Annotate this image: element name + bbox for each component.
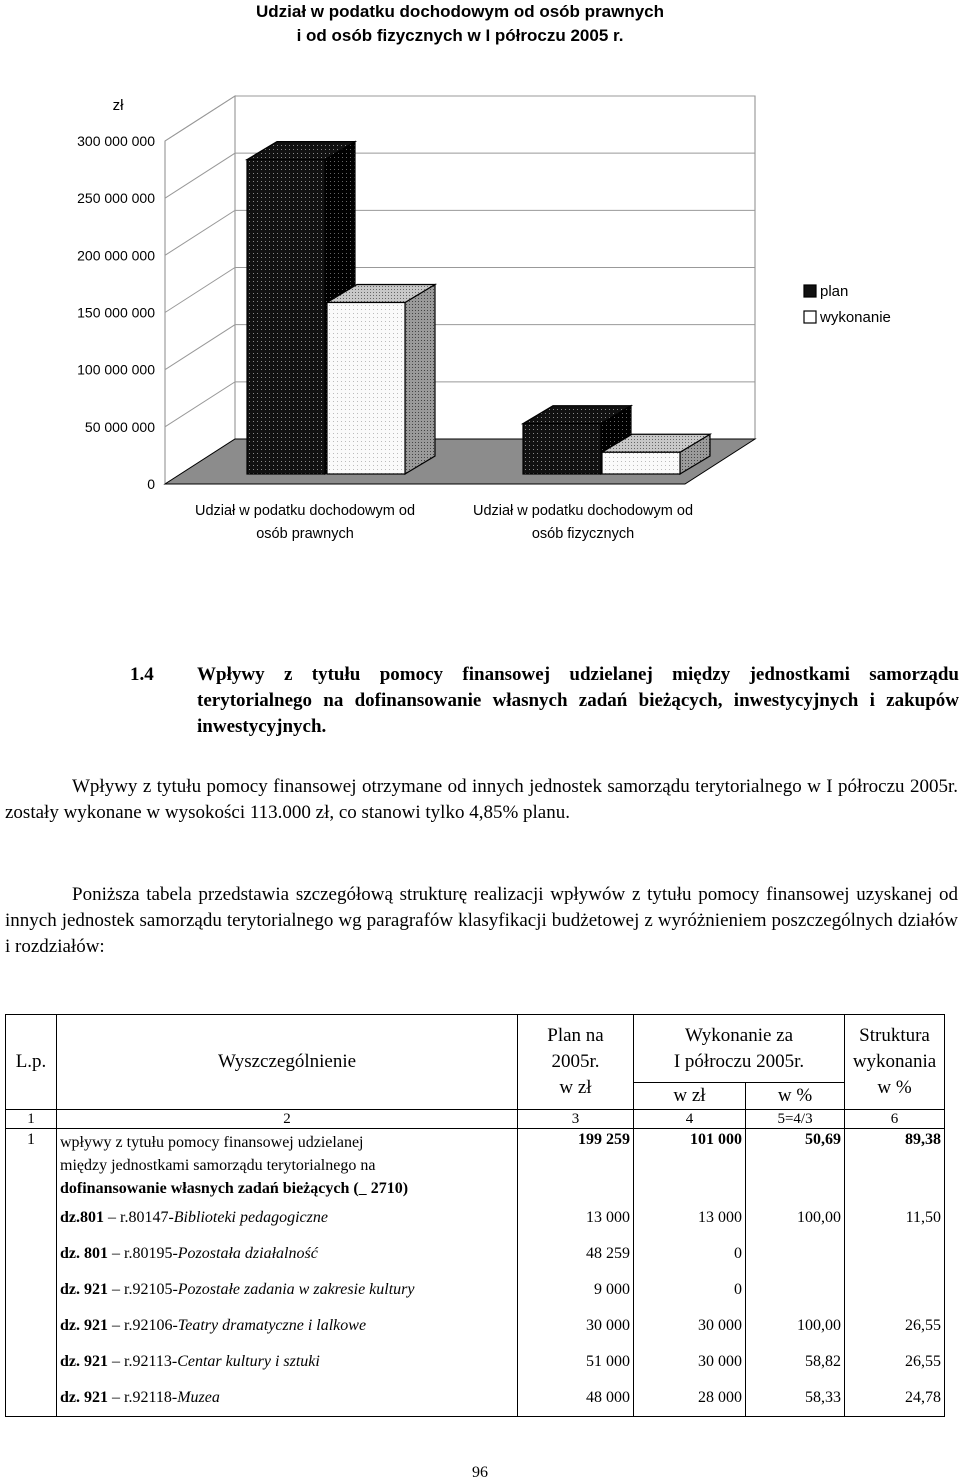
row-plan: 48 000 [518, 1380, 634, 1417]
row-pct: 58,33 [746, 1380, 845, 1417]
bar-chart [0, 0, 960, 560]
row-name: Pozostała działalność [177, 1245, 318, 1262]
header-plan [518, 1015, 634, 1110]
row-name: Centar kultury i sztuki [177, 1353, 320, 1370]
main-row-lp: 1 [6, 1129, 57, 1201]
y-tick-label: 150 000 000 [77, 304, 155, 321]
header-execution-percent: w % [746, 1083, 845, 1110]
page-number: 96 [472, 1464, 488, 1481]
row-pct: 100,00 [746, 1200, 845, 1236]
y-axis-tick-labels [77, 97, 155, 492]
row-plan: 13 000 [518, 1200, 634, 1236]
row-structure: 24,78 [845, 1380, 945, 1417]
row-dz: dz.801 [60, 1209, 104, 1226]
row-code: 92106- [132, 1317, 178, 1334]
paragraph-execution-summary: Wpływy z tytułu pomocy finansowej otrzymane od innych jednostek samorządu terytorialnego w I półroczu 2005r. zostały wykonane w wysokości 113.000 zł, co stanowi tylko 4,85% planu. [5, 776, 958, 823]
row-pct: 100,00 [746, 1308, 845, 1344]
row-description [57, 1236, 518, 1272]
row-dz: dz. 921 [60, 1389, 108, 1406]
row-name: Pozostałe zadania w zakresie kultury [177, 1281, 415, 1298]
row-dz: dz. 801 [60, 1245, 108, 1262]
row-name: Muzea [177, 1389, 220, 1406]
main-row-structure: 89,38 [845, 1129, 945, 1201]
row-structure [845, 1272, 945, 1308]
legend-swatch-plan [804, 285, 816, 297]
main-row-plan: 199 259 [518, 1129, 634, 1201]
row-name: Teatry dramatyczne i lalkowe [177, 1317, 367, 1334]
legend-label-wykonanie: wykonanie [820, 309, 891, 326]
main-row-desc-line-3a: dofinansowanie własnych zadań bieżących ( [60, 1180, 359, 1197]
row-pct: 58,82 [746, 1344, 845, 1380]
y-tick-label: 0 [147, 476, 155, 492]
table-row [6, 1380, 945, 1417]
table-row [6, 1344, 945, 1380]
chart-title-line-1: Udział w podatku dochodowym od osób prawnych [255, 2, 665, 21]
y-axis-label: zł [112, 97, 124, 114]
header-plan-line-2: 2005r. [551, 1051, 600, 1072]
row-sep: – r. [108, 1317, 133, 1334]
chart-title-line-2: i od osób fizycznych w I półroczu 2005 r. [296, 26, 624, 45]
row-exec: 0 [634, 1236, 746, 1272]
header-structure [845, 1015, 945, 1110]
header-structure-line-3: w % [877, 1077, 912, 1098]
colnum-4: 4 [634, 1110, 746, 1129]
legend-label-plan: plan [820, 283, 849, 300]
row-plan: 9 000 [518, 1272, 634, 1308]
funding-structure-table [5, 1014, 945, 1417]
row-plan: 48 259 [518, 1236, 634, 1272]
row-dz: dz. 921 [60, 1281, 108, 1298]
row-exec: 13 000 [634, 1200, 746, 1236]
row-description [57, 1308, 518, 1344]
row-structure [845, 1236, 945, 1272]
x-category-label: Udział w podatku dochodowym od [194, 503, 416, 519]
y-tick-label: 50 000 000 [84, 418, 155, 435]
x-category-label: osób fizycznych [531, 526, 635, 542]
row-sep: – r. [104, 1209, 129, 1226]
table-row [6, 1200, 945, 1236]
row-sep: – r. [108, 1353, 133, 1370]
row-pct [746, 1236, 845, 1272]
section-title: Wpływy z tytułu pomocy finansowej udzielanej między jednostkami samorządu terytorialnego na dofinansowanie własnych zadań bieżących, inwestycyjnych i zakupów inwestycyjnych. [197, 664, 959, 737]
row-code: 80147- [128, 1209, 174, 1226]
row-description [57, 1272, 518, 1308]
y-tick-label: 100 000 000 [77, 361, 155, 378]
row-exec: 30 000 [634, 1344, 746, 1380]
row-exec: 0 [634, 1272, 746, 1308]
legend-swatch-wykonanie [804, 311, 816, 323]
row-exec: 30 000 [634, 1308, 746, 1344]
main-row-desc-line-3 [60, 1177, 514, 1200]
row-code: 92113- [132, 1353, 178, 1370]
row-description [57, 1200, 518, 1236]
main-row-desc-line-2: między jednostkami samorządu terytorialnego na [60, 1157, 376, 1174]
row-code: 92105- [132, 1281, 178, 1298]
bar-wykonanie-1 [327, 285, 435, 475]
paragraph-table-intro: Poniższa tabela przedstawia szczegółową strukturę realizacji wpływów z tytułu pomocy finansowej uzyskanej od innych jednostek samorządu terytorialnego wg paragrafów klasyfikacji budżetowej z wyróżnieniem poszczególnych działów i rozdziałów: [5, 884, 958, 957]
row-name: Biblioteki pedagogiczne [173, 1209, 328, 1226]
row-structure: 11,50 [845, 1200, 945, 1236]
row-code: 92118- [132, 1389, 178, 1406]
main-row-desc-line-1: wpływy z tytułu pomocy finansowej udzielanej [60, 1134, 364, 1151]
main-row-desc-line-3b: 2710) [366, 1180, 409, 1197]
header-execution-zl: w zł [634, 1083, 746, 1110]
header-lp: L.p. [6, 1015, 57, 1110]
x-category-label: osób prawnych [256, 526, 354, 542]
colnum-6: 6 [845, 1110, 945, 1129]
main-row-pct: 50,69 [746, 1129, 845, 1201]
header-plan-line-1: Plan na [547, 1025, 604, 1046]
table-row [6, 1272, 945, 1308]
colnum-3: 3 [518, 1110, 634, 1129]
row-sep: – r. [108, 1281, 133, 1298]
row-structure: 26,55 [845, 1344, 945, 1380]
row-structure: 26,55 [845, 1308, 945, 1344]
header-structure-line-2: wykonania [852, 1051, 937, 1072]
main-row-description [57, 1129, 518, 1201]
colnum-2: 2 [57, 1110, 518, 1129]
y-tick-label: 200 000 000 [77, 247, 155, 264]
header-plan-line-3: w zł [559, 1077, 592, 1098]
header-execution-line-1: Wykonanie za [684, 1024, 794, 1046]
row-plan: 30 000 [518, 1308, 634, 1344]
row-pct [746, 1272, 845, 1308]
row-sep: – r. [108, 1245, 133, 1262]
header-execution-line-2: I półroczu 2005r. [673, 1050, 805, 1072]
colnum-5: 5=4/3 [746, 1110, 845, 1129]
row-sep: – r. [108, 1389, 133, 1406]
row-description [57, 1380, 518, 1417]
x-axis-category-labels [195, 503, 693, 542]
chart-legend [804, 283, 891, 326]
section-number: 1.4 [130, 664, 154, 685]
row-dz: dz. 921 [60, 1317, 108, 1334]
header-execution [634, 1015, 845, 1083]
table-row [6, 1308, 945, 1344]
row-dz: dz. 921 [60, 1353, 108, 1370]
header-description: Wyszczególnienie [57, 1015, 518, 1110]
y-tick-label: 250 000 000 [77, 190, 155, 207]
header-structure-line-1: Struktura [859, 1025, 930, 1046]
table-main-row [6, 1129, 945, 1201]
row-description [57, 1344, 518, 1380]
paragraph-symbol [359, 1180, 367, 1197]
row-code: 80195- [132, 1245, 178, 1262]
main-row-exec: 101 000 [634, 1129, 746, 1201]
x-category-label: Udział w podatku dochodowym od [472, 503, 694, 519]
row-plan: 51 000 [518, 1344, 634, 1380]
row-exec: 28 000 [634, 1380, 746, 1417]
column-number-row [6, 1110, 945, 1129]
y-tick-label: 300 000 000 [77, 133, 155, 149]
table-row [6, 1236, 945, 1272]
colnum-1: 1 [6, 1110, 57, 1129]
